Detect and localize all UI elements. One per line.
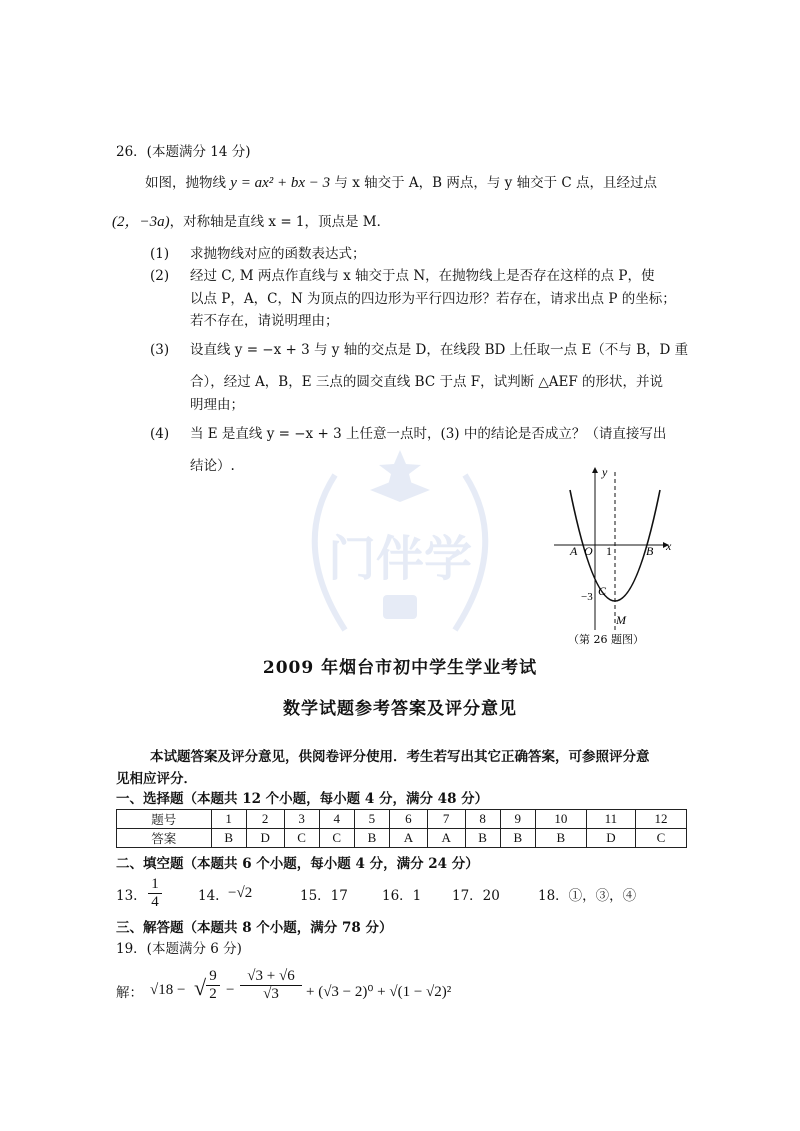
table-cell: 2 [246,810,284,829]
fraction-numerator: 9 [206,968,220,986]
q19-solution-label: 解： [116,985,143,1001]
radical-sign-icon: √ [194,975,207,1000]
answer-title-1: 2009 年烟台市初中学生学业考试 [262,658,538,678]
q4-number: (4) [150,426,170,442]
section-2-heading: 二、填空题（本题共 6 个小题，每小题 4 分，满分 24 分） [116,856,479,872]
q3-line2: 合），经过 A，B，E 三点的圆交直线 BC 于点 F，试判断 △AEF 的形状，并说 [190,374,664,390]
table-cell: 4 [319,810,354,829]
q3-line3: 明理由； [190,397,244,413]
neg-three-label: −3 [581,591,593,603]
q19-fraction-1 [206,968,220,1003]
given-point: (2，−3a) [112,214,170,230]
answer-13-number: 13. [116,888,138,904]
table-row [117,829,687,848]
fraction-denominator: 4 [151,894,159,910]
answer-note-line1: 本试题答案及评分意见，供阅卷评分使用．考生若写出其它正确答案，可参照评分意 [150,749,650,765]
table-cell: 1 [211,810,246,829]
fraction-numerator: √3 + √6 [240,968,302,986]
q19-expression-end: + (√3 − 2)⁰ + √(1 − √2)² [306,984,452,1000]
table-cell: B [535,829,586,848]
table-header-cell: 答案 [117,829,212,848]
intro-text-a: 如图，抛物线 [145,175,231,191]
origin-label: O [584,544,593,558]
answer-13-fraction [148,876,162,911]
q2-line3: 若不存在，请说明理由； [190,313,339,329]
watermark-logo [275,445,525,659]
q19-expression-start: √18 − [150,982,186,998]
answer-18: 18．①，③，④ [538,888,637,904]
fraction-numerator: 1 [148,876,162,894]
answer-note-line2: 见相应评分． [116,771,197,787]
section-3-heading: 三、解答题（本题共 8 个小题，满分 78 分） [116,920,393,936]
table-cell: A [390,829,428,848]
tick-one-label: 1 [606,544,612,558]
table-row [117,810,687,829]
y-axis-label: y [602,465,608,479]
q1-text: 求抛物线对应的函数表达式； [190,246,366,262]
q2-line2: 以点 P，A，C，N 为顶点的四边形为平行四边形？若存在，请求出点 P 的坐标； [190,291,676,307]
table-cell: C [635,829,686,848]
table-cell: 9 [500,810,535,829]
point-b-label: B [646,544,654,558]
parabola-equation: y = ax² + bx − 3 [230,175,331,191]
multiple-choice-table [116,809,687,848]
table-cell: 12 [635,810,686,829]
table-cell: 6 [390,810,428,829]
answer-14-value: −√2 [228,885,253,901]
table-cell: B [500,829,535,848]
table-cell: 5 [354,810,389,829]
intro-text-b: 与 x 轴交于 A，B 两点，与 y 轴交于 C 点，且经过点 [330,175,658,191]
q4-line2: 结论）. [190,458,235,474]
fraction-denominator: 2 [209,986,217,1002]
intro-text-c: ，对称轴是直线 x = 1，顶点是 M． [169,214,391,230]
table-cell: A [427,829,465,848]
answer-15: 15．17 [300,888,348,904]
answer-title-2: 数学试题参考答案及评分意见 [283,699,517,719]
table-cell: B [465,829,500,848]
section-1-heading: 一、选择题（本题共 12 个小题，每小题 4 分，满分 48 分） [116,791,489,807]
answer-17: 17．20 [452,888,500,904]
problem-title: 26．(本题满分 14 分) [116,144,251,160]
point-a-label: A [570,544,578,558]
q3-line1: 设直线 y = −x + 3 与 y 轴的交点是 D，在线段 BD 上任取一点 E（不与 B，D 重 [190,342,689,358]
figure-caption: （第 26 题图） [568,633,644,646]
q2-line1: 经过 C, M 两点作直线与 x 轴交于点 N，在抛物线上是否存在这样的点 P，使 [190,268,655,284]
parabola-figure [550,462,680,652]
q4-line1: 当 E 是直线 y = −x + 3 上任意一点时，(3) 中的结论是否成立？（请直接写出 [190,426,667,442]
q2-number: (2) [150,268,170,284]
table-cell: B [211,829,246,848]
minus-sign-icon: − [226,982,235,998]
table-cell: D [586,829,635,848]
point-c-label: C [598,584,607,598]
table-cell: 10 [535,810,586,829]
table-cell: 3 [284,810,319,829]
table-cell: B [354,829,389,848]
table-cell: C [319,829,354,848]
vertex-m-label: M [616,613,626,627]
answer-14-number: 14. [198,888,220,904]
problem-intro-line2 [112,212,390,232]
laurel-icon [275,445,525,655]
q19-title: 19．(本题满分 6 分) [116,941,242,957]
table-cell: D [246,829,284,848]
table-header-cell: 题号 [117,810,212,829]
answer-16: 16．1 [382,888,422,904]
fraction-denominator: √3 [263,986,279,1002]
q19-fraction-2 [240,968,302,1003]
q1-number: (1) [150,246,170,262]
table-cell: 11 [586,810,635,829]
x-axis-label: x [666,539,672,553]
table-cell: 7 [427,810,465,829]
watermark-text: 门伴学 [327,531,473,587]
table-cell: C [284,829,319,848]
table-cell: 8 [465,810,500,829]
problem-intro-line1 [145,173,657,193]
q3-number: (3) [150,342,170,358]
